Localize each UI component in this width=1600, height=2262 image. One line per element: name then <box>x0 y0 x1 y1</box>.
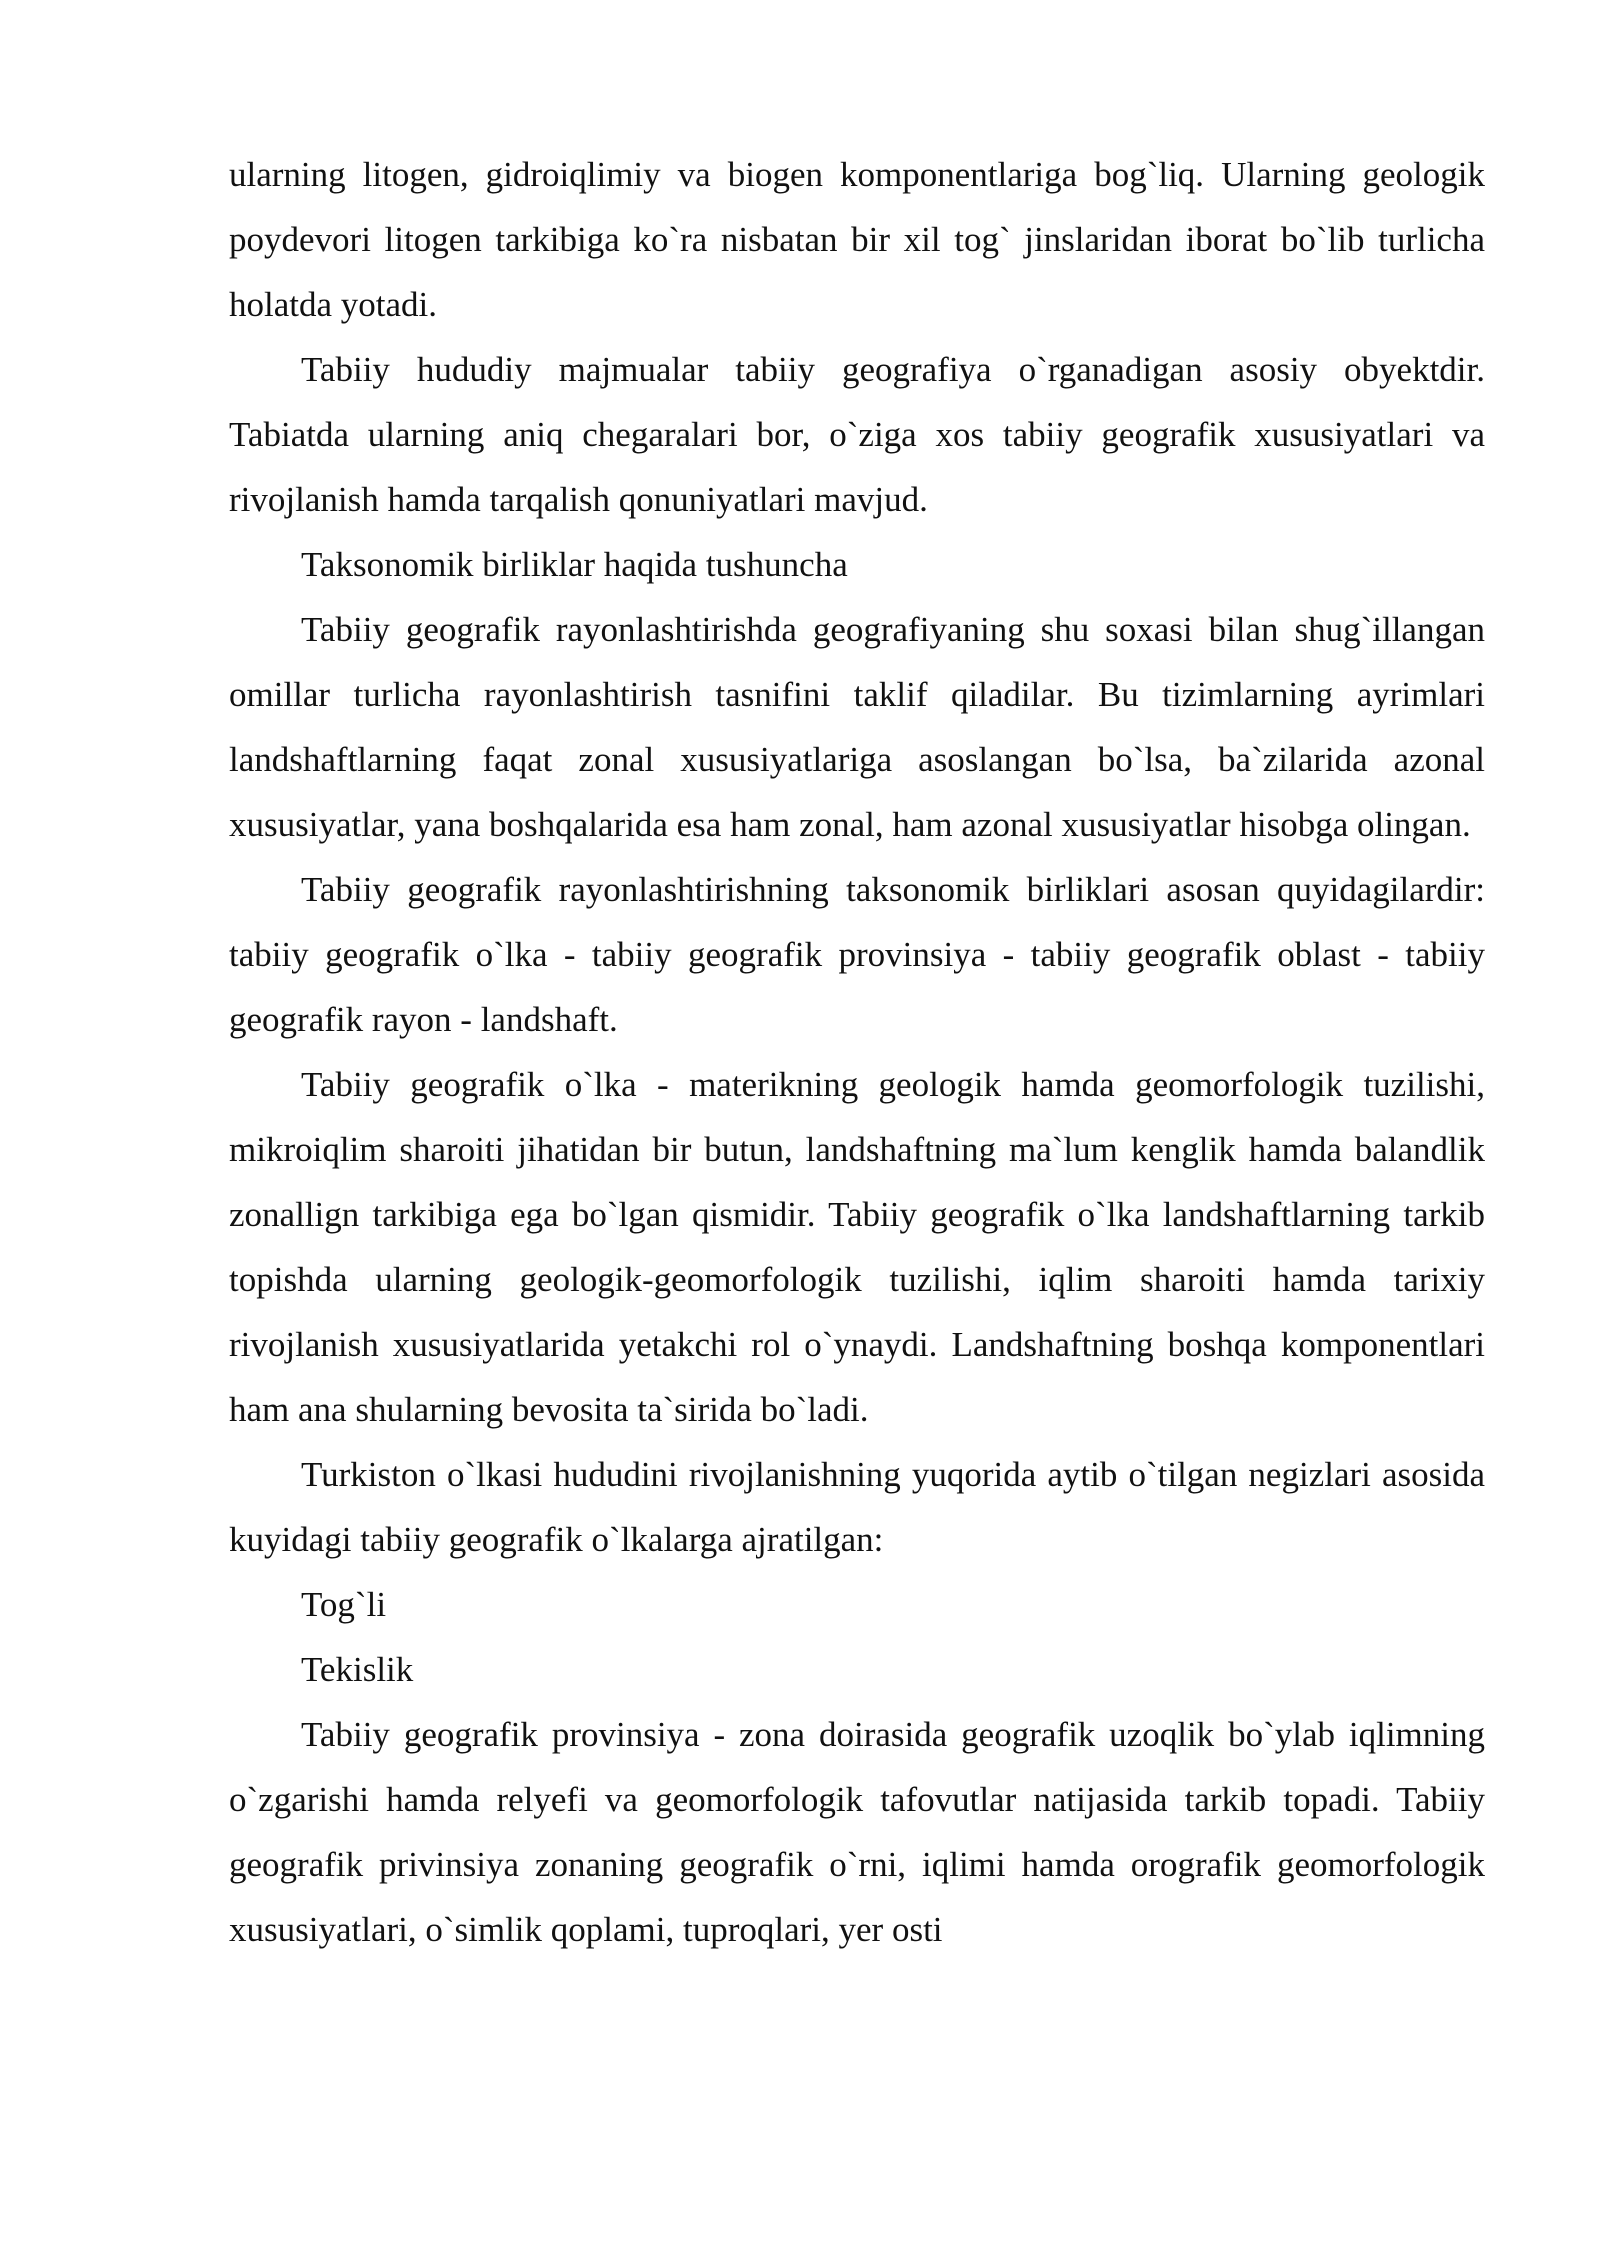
paragraph-geographic-province: Tabiiy geografik provinsiya - zona doirasida geografik uzoqlik bo`ylab iqlimning o`zgarishi hamda relyefi va geomorfologik tafovutlar natijasida tarkib topadi. Tabiiy geografik privinsiya zonaning geografik o`rni, iqlimi hamda orografik geomorfologik xususiyatlari, o`simlik qoplami, tuproqlari, yer osti <box>229 1715 1485 1949</box>
paragraph-zoning-systems: Tabiiy geografik rayonlashtirishda geografiyaning shu soxasi bilan shug`illangan omillar turlicha rayonlashtirish tasnifini taklif qiladilar. Bu tizimlarning ayrimlari landshaftlarning faqat zonal xususiyatlariga asoslangan bo`lsa, ba`zilarida azonal xususiyatlar, yana boshqalarida esa ham zonal, ham azonal xususiyatlar hisobga olingan. <box>229 610 1485 844</box>
section-heading-taxonomic-units: Taksonomik birliklar haqida tushuncha <box>301 545 848 584</box>
body-text <box>229 142 1485 1962</box>
paragraph-geographic-country: Tabiiy geografik o`lka - materikning geologik hamda geomorfologik tuzilishi, mikroiqlim sharoiti jihatidan bir butun, landshaftning ma`lum kenglik hamda balandlik zonallign tarkibiga ega bo`lgan qismidir. Tabiiy geografik o`lka landshaftlarning tarkib topishda ularning geologik-geomorfologik tuzilishi, iqlim sharoiti hamda tarixiy rivojlanish xususiyatlarida yetakchi rol o`ynaydi. Landshaftning boshqa komponentlari ham ana shularning bevosita ta`sirida bo`ladi. <box>229 1065 1485 1429</box>
paragraph-natural-complexes: Tabiiy hududiy majmualar tabiiy geografiya o`rganadigan asosiy obyektdir. Tabiatda ularning aniq chegaralari bor, o`ziga xos tabiiy geografik xususiyatlari va rivojlanish hamda tarqalish qonuniyatlari mavjud. <box>229 350 1485 519</box>
paragraph-taxonomic-units-list: Tabiiy geografik rayonlashtirishning taksonomik birliklari asosan quyidagilardir: tabiiy geografik o`lka - tabiiy geografik provinsiya - tabiiy geografik oblast - tabiiy geografik rayon - landshaft. <box>229 870 1485 1039</box>
paragraph-turkiston-region: Turkiston o`lkasi hududini rivojlanishning yuqorida aytib o`tilgan negizlari asosida kuyidagi tabiiy geografik o`lkalarga ajratilgan: <box>229 1455 1485 1559</box>
list-item-plain: Tekislik <box>301 1650 414 1689</box>
paragraph-continuation: ularning litogen, gidroiqlimiy va biogen komponentlariga bog`liq. Ularning geologik poydevori litogen tarkibiga ko`ra nisbatan bir xil tog` jinslaridan iborat bo`lib turlicha holatda yotadi. <box>229 155 1485 324</box>
list-item-mountainous: Tog`li <box>301 1585 387 1624</box>
